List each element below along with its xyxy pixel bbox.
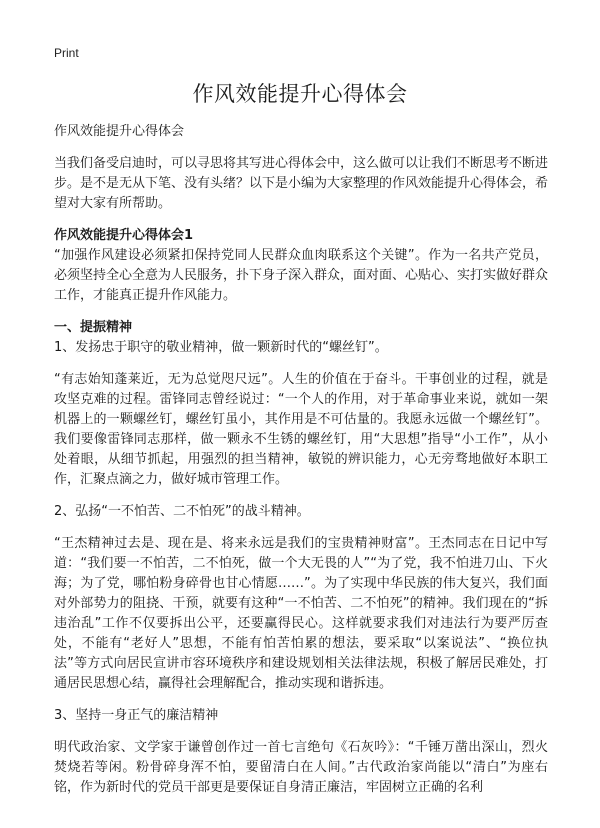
- print-link[interactable]: Print: [54, 46, 79, 60]
- point-2-body: “王杰精神过去是、现在是、将来永远是我们的宝贵精神财富”。王杰同志在日记中写道：“我们要一不怕苦，二不怕死，做一个大无畏的人”“为了党，我不怕进刀山、下火海；为了党，哪怕粉身碎骨也甘心情愿……”。为了实现中华民族的伟大复兴，我们面对外部势力的阻挠、干预，就要有这种“一不怕苦、二不怕死”的精神。我们现在的“拆违治乱”工作不仅要拆出公平，还要赢得民心。这样就要求我们对违法行为要严厉查处，不能有“老好人”思想，不能有怕苦怕累的想法，要采取“以案说法”、“换位执法”等方式向居民宣讲市容环境秩序和建设规划相关法律法规，积极了解居民难处，打通居民思想心结，赢得社会理解配合，推动实现和谐拆违。: [54, 536, 548, 691]
- point-3-heading: 3、坚持一身正气的廉洁精神: [54, 708, 219, 723]
- point-2-heading: 2、弘扬“一不怕苦、二不怕死”的战斗精神。: [54, 504, 310, 519]
- point-1-heading: 1、发扬忠于职守的敬业精神，做一颗新时代的“螺丝钉”。: [54, 340, 388, 355]
- document-title: 作风效能提升心得体会: [192, 82, 408, 106]
- article-intro-paragraph: “加强作风建设必须紧扣保持党同人民群众血肉联系这个关键”。作为一名共产党员，必须坚持全心全意为人民服务，扑下身子深入群众，面对面、心贴心、实打实做好群众工作，才能真正提升作风能力。: [54, 248, 549, 303]
- point-3-body: 明代政治家、文学家于谦曾创作过一首七言绝句《石灰吟》：“千锤万凿出深山，烈火焚烧若等闲。粉骨碎身浑不怕，要留清白在人间。”古代政治家尚能以“清白”为座右铭，作为新时代的党员干部更是要保证自身清正廉洁，牢固树立正确的名利: [54, 740, 548, 795]
- section-heading-1: 一、提振精神: [54, 320, 133, 335]
- document-subtitle: 作风效能提升心得体会: [54, 124, 185, 139]
- point-1-body: “有志始知蓬莱近，无为总觉咫尺远”。人生的价值在于奋斗。干事创业的过程，就是攻坚克难的过程。雷锋同志曾经说过：“一个人的作用，对于革命事业来说，就如一架机器上的一颗螺丝钉，螺丝钉虽小，其作用是不可估量的。我愿永远做一个螺丝钉”。我们要像雷锋同志那样，做一颗永不生锈的螺丝钉，用“大思想”指导“小工作”，从小处着眼，从细节抓起，用强烈的担当精神，敏锐的辨识能力，心无旁骛地做好本职工作，汇聚点滴之力，做好城市管理工作。: [54, 372, 548, 487]
- article-heading: 作风效能提升心得体会1: [54, 228, 194, 243]
- document-body: [54, 122, 548, 810]
- intro-paragraph: 当我们备受启迪时，可以寻思将其写进心得体会中，这么做可以让我们不断思考不断进步。是不是无从下笔、没有头绪？以下是小编为大家整理的作风效能提升心得体会，希望对大家有所帮助。: [54, 156, 549, 211]
